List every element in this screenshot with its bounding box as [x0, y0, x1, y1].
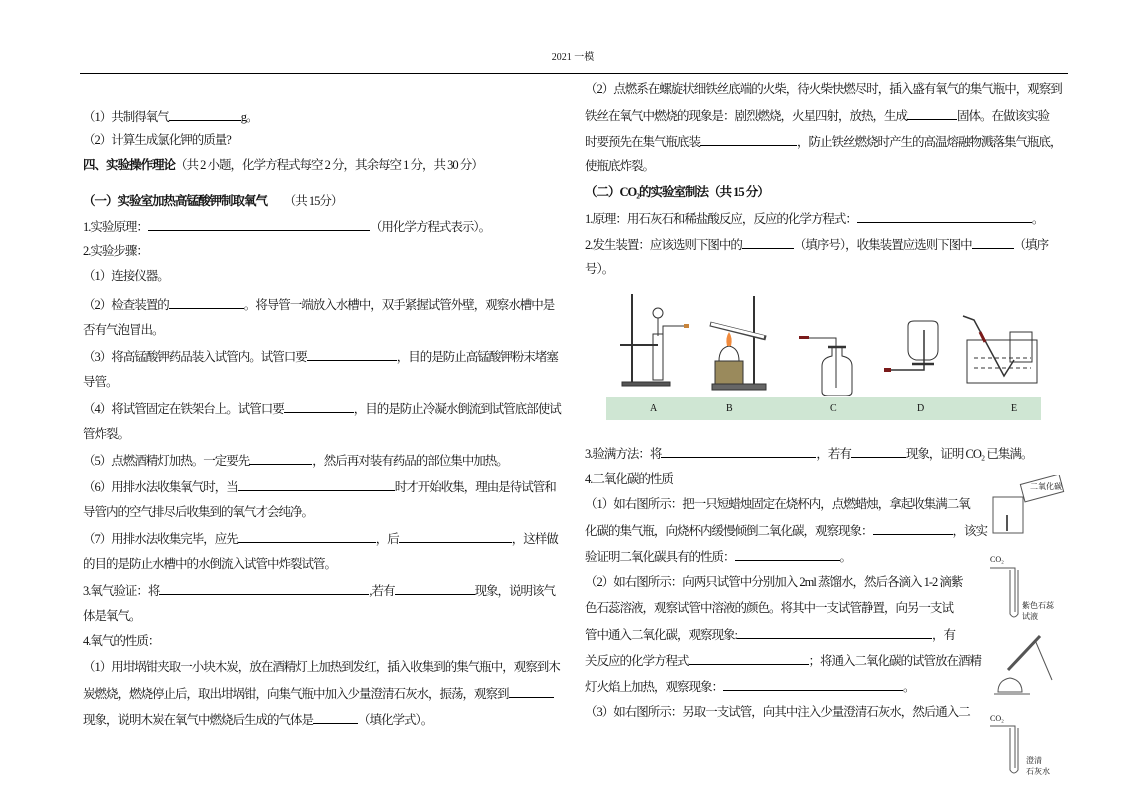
text-segment: 1.原理：用石灰石和稀盐酸反应，反应的化学方程式： — [585, 212, 857, 226]
apparatus-label-e: E — [1011, 403, 1018, 414]
text-segment: （1）连接仪器。 — [83, 269, 169, 283]
text-segment: （填化学式）。 — [358, 713, 433, 727]
answer-blank[interactable] — [509, 685, 554, 698]
text-segment: （2）点燃系在螺旋状细铁丝底端的火柴，待火柴快燃尽时，插入盛有氧气的集气瓶中，观察到 — [585, 82, 1062, 96]
text-segment: g。 — [240, 110, 258, 124]
heating-tube-figure — [990, 632, 1060, 697]
text-segment: 现象，证明 CO₂ 已集满。 — [905, 447, 1033, 461]
text-line — [83, 296, 554, 313]
apparatus-label-d: D — [917, 403, 925, 414]
answer-blank[interactable] — [737, 626, 932, 639]
apparatus-label-band — [606, 397, 1041, 420]
apparatus-label-c: C — [830, 403, 837, 414]
text-segment: ，然后再对装有药品的部位集中加热。 — [312, 454, 508, 468]
text-line — [83, 478, 556, 495]
text-line — [585, 522, 987, 539]
answer-blank[interactable] — [238, 530, 376, 543]
text-line — [585, 548, 851, 565]
answer-blank[interactable] — [399, 530, 512, 543]
text-line — [83, 157, 483, 173]
answer-blank[interactable] — [689, 652, 809, 665]
answer-blank[interactable] — [148, 218, 370, 231]
text-segment: 2.实验步骤： — [83, 244, 148, 258]
text-line — [83, 685, 554, 702]
text-line — [83, 582, 555, 599]
text-line — [585, 133, 1062, 150]
apparatus-figure — [606, 288, 1046, 396]
answer-blank[interactable] — [700, 133, 797, 146]
text-segment: （3）将高锰酸钾药品装入试管内。试管口要 — [83, 350, 307, 364]
text-segment: 时要预先在集气瓶底装 — [585, 135, 701, 149]
text-line — [585, 107, 1049, 124]
text-segment: ；将通入二氧化碳的试管放在酒精 — [808, 654, 982, 668]
text-segment: 。 — [839, 550, 852, 564]
text-line — [83, 530, 558, 547]
text-line — [585, 236, 1048, 253]
text-line — [83, 711, 432, 728]
text-segment: 。将导管一端放入水槽中，双手紧握试管外壁，观察水槽中是 — [243, 298, 555, 312]
text-segment: （2）计算生成氯化钾的质量? — [83, 133, 231, 147]
text-line — [585, 81, 1062, 97]
text-segment: 管中通入二氧化碳，观察现象: — [585, 628, 737, 642]
text-line — [83, 608, 141, 624]
text-segment: ，后 — [375, 532, 399, 546]
text-segment: （4）将试管固定在铁架台上。试管口要 — [83, 402, 284, 416]
text-segment: 2.发生装置：应该选则下图中的 — [585, 238, 742, 252]
co2-bottle-label: 二氧化碳 — [1030, 482, 1062, 491]
answer-blank[interactable] — [395, 582, 475, 595]
text-line — [83, 218, 490, 235]
text-line — [585, 261, 613, 277]
apparatus-e — [963, 316, 1037, 383]
text-line — [83, 504, 313, 520]
text-segment: 化碳的集气瓶，向烧杯内缓慢倾倒二氧化碳，观察现象： — [585, 524, 873, 538]
text-segment: 使瓶底炸裂。 — [585, 159, 655, 173]
text-segment: 号）。 — [585, 262, 614, 276]
text-segment: 管炸裂。 — [83, 427, 130, 441]
answer-blank[interactable] — [873, 522, 953, 535]
answer-blank[interactable] — [307, 348, 397, 361]
text-segment: ，该实 — [952, 524, 988, 538]
text-segment: 固体。在做该实验 — [957, 109, 1050, 123]
text-line — [585, 445, 1032, 462]
limewater-label-line1: 澄清 — [1026, 756, 1042, 765]
text-segment: （2）检查装置的 — [83, 298, 169, 312]
answer-blank[interactable] — [735, 548, 840, 561]
text-segment: 4.氧气的性质： — [83, 634, 160, 648]
text-segment: 导管内的空气排尽后收集到的氧气才会纯净。 — [83, 505, 314, 519]
text-line — [83, 243, 148, 259]
text-line — [585, 184, 769, 200]
text-line — [83, 452, 508, 469]
text-segment: ，有 — [931, 628, 955, 642]
text-segment: （1）用坩埚钳夹取一小块木炭，放在酒精灯上加热到发红，插入收集到的集气瓶中，观察到木 — [83, 660, 560, 674]
answer-blank[interactable] — [169, 108, 241, 121]
apparatus-label-b: B — [726, 403, 733, 414]
text-segment: 否有气泡冒出。 — [83, 323, 164, 337]
text-segment: （共 15分） — [267, 194, 343, 208]
text-segment: 导管。 — [83, 375, 118, 389]
text-line — [585, 678, 915, 695]
text-segment: 关反应的化学方程式 — [585, 654, 689, 668]
apparatus-a — [620, 294, 689, 386]
answer-blank[interactable] — [313, 711, 358, 724]
text-segment: （5）点燃酒精灯加热。一定要先 — [83, 454, 250, 468]
limewater-tube-figure — [990, 720, 1030, 776]
text-segment: （用化学方程式表示）。 — [369, 220, 491, 234]
text-segment: 1.实验原理： — [83, 220, 148, 234]
text-segment: ,若有 — [369, 584, 395, 598]
text-line — [585, 496, 970, 512]
text-line — [585, 600, 953, 616]
text-line — [585, 704, 970, 720]
text-segment: ，目的是防止高锰酸钾粉末堵塞 — [396, 350, 558, 364]
text-segment: 铁丝在氧气中燃烧的现象是：剧烈燃烧，火星四射，放热，生成 — [585, 109, 908, 123]
text-segment: （1）共制得氧气 — [83, 110, 169, 124]
text-line — [83, 426, 129, 442]
text-line — [83, 400, 561, 417]
text-segment: 。 — [903, 680, 915, 694]
text-line — [83, 348, 558, 365]
section-heading: （一）实验室加热高锰酸钾制取氧气 — [83, 194, 268, 208]
text-segment: 体是氧气。 — [83, 609, 141, 623]
text-line — [585, 652, 981, 669]
text-segment: 时才开始收集，理由是待试管和 — [394, 480, 556, 494]
text-segment: （共 2 小题，化学方程式每空 2 分，其余每空 1 分，共 30 分） — [175, 158, 483, 172]
text-line — [83, 374, 118, 390]
limewater-label-line2: 石灰水 — [1026, 767, 1050, 776]
text-line — [585, 210, 1043, 227]
text-segment: 3.验满方法：将 — [585, 447, 662, 461]
text-segment: 。 — [1031, 212, 1044, 226]
answer-blank[interactable] — [169, 296, 244, 309]
text-segment: 炭燃烧，燃烧停止后，取出坩埚钳，向集气瓶中加入少量澄清石灰水，振荡，观察到 — [83, 687, 509, 701]
litmus-label — [1022, 600, 1054, 622]
text-segment: ，目的是防止冷凝水倒流到试管底部使试 — [353, 402, 561, 416]
apparatus-b — [710, 296, 766, 390]
answer-blank[interactable] — [742, 236, 794, 249]
co2-label-2: CO₂ — [990, 714, 1004, 723]
text-line — [83, 322, 164, 338]
text-segment: 现象，说明木炭在氧气中燃烧后生成的气体是 — [83, 713, 314, 727]
answer-blank[interactable] — [972, 236, 1014, 249]
text-line — [585, 574, 962, 590]
text-segment: ，防止铁丝燃烧时产生的高温熔融物溅落集气瓶底， — [797, 135, 1062, 149]
text-segment: （1）如右图所示：把一只短蜡烛固定在烧杯内，点燃蜡烛，拿起收集满二氧 — [585, 497, 970, 511]
answer-blank[interactable] — [661, 445, 816, 458]
text-line — [83, 268, 169, 284]
answer-blank[interactable] — [238, 478, 395, 491]
litmus-label-line1: 紫色石蕊 — [1022, 601, 1054, 610]
answer-blank[interactable] — [723, 678, 903, 691]
answer-blank[interactable] — [249, 452, 312, 465]
text-line — [83, 556, 336, 572]
text-segment: 现象，说明该气 — [474, 584, 556, 598]
limewater-label — [1026, 755, 1050, 777]
text-segment: （7）用排水法收集完毕，应先 — [83, 532, 238, 546]
answer-blank[interactable] — [857, 210, 1032, 223]
text-line — [83, 193, 342, 209]
text-segment: 4.二氧化碳的性质 — [585, 472, 673, 486]
text-line — [585, 471, 673, 487]
text-line — [83, 659, 560, 675]
text-segment: （3）如右图所示：另取一支试管，向其中注入少量澄清石灰水，然后通入二 — [585, 705, 970, 719]
litmus-label-line2: 试液 — [1022, 612, 1038, 621]
header-rule — [80, 73, 1068, 74]
text-segment: （6）用排水法收集氧气时，当 — [83, 480, 238, 494]
text-segment: ，这样做 — [511, 532, 558, 546]
text-line — [83, 108, 258, 125]
apparatus-c — [799, 336, 852, 396]
section-heading: （二）CO₂的实验室制法（共 15 分） — [585, 185, 769, 199]
text-line — [83, 132, 231, 148]
section-heading: 四、实验操作理论 — [83, 158, 176, 172]
text-line — [585, 158, 654, 174]
answer-blank[interactable] — [851, 445, 906, 458]
text-segment: 验证明二氧化碳具有的性质： — [585, 550, 735, 564]
text-segment: （填序 — [1013, 238, 1049, 252]
text-segment: （2）如右图所示：向两只试管中分别加入 2ml 蒸馏水，然后各滴入 1-2 滴紫 — [585, 575, 963, 589]
text-segment: ，若有 — [816, 447, 851, 461]
text-line — [585, 626, 955, 643]
page-header: 2021 一模 — [551, 52, 595, 63]
text-segment: 3.氧气验证：将 — [83, 584, 160, 598]
co2-label: CO₂ — [990, 555, 1004, 564]
answer-blank[interactable] — [907, 107, 957, 120]
text-segment: 灯火焰上加热，观察现象： — [585, 680, 724, 694]
text-segment: 色石蕊溶液，观察试管中溶液的颜色。将其中一支试管静置，向另一支试 — [585, 601, 954, 615]
text-line — [83, 633, 159, 649]
answer-blank[interactable] — [284, 400, 354, 413]
text-segment: （填序号），收集装置应选则下图中 — [793, 238, 972, 252]
apparatus-d — [884, 321, 938, 372]
text-segment: 的目的是防止水槽中的水倒流入试管中炸裂试管。 — [83, 557, 337, 571]
answer-blank[interactable] — [159, 582, 369, 595]
apparatus-label-a: A — [650, 403, 658, 414]
